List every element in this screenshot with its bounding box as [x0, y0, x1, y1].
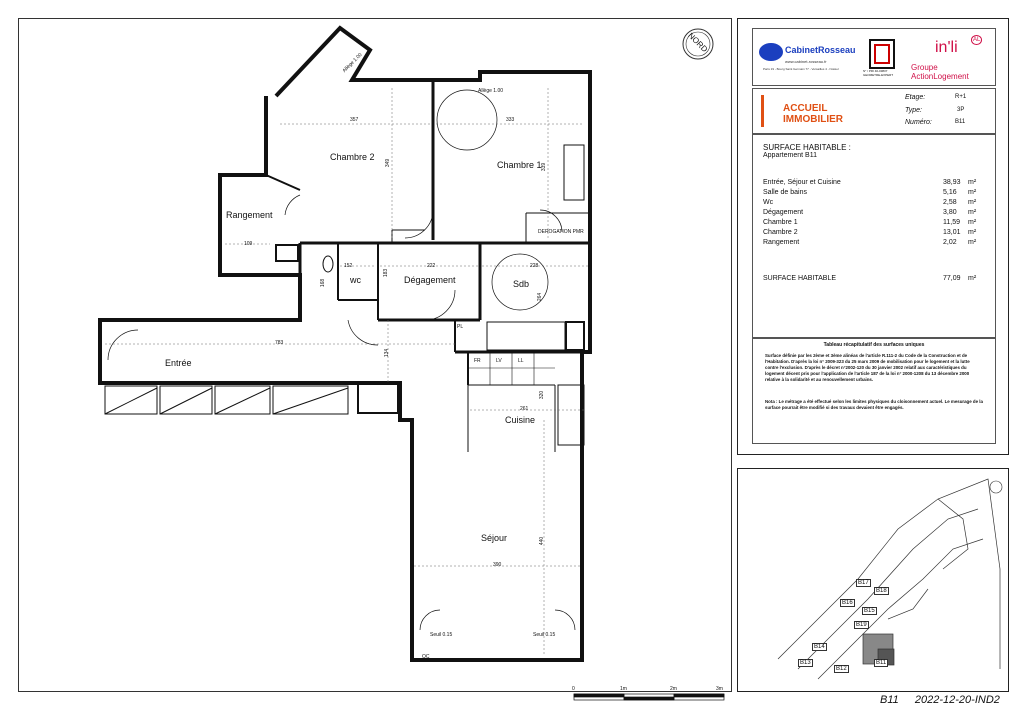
- dimension: 339: [541, 162, 548, 172]
- dimension: 222: [427, 263, 436, 269]
- surface-value: 2,58: [943, 199, 957, 206]
- seuil-note: Seuil 0.15: [430, 632, 453, 638]
- site-lot-label: B12: [836, 666, 847, 672]
- site-lot-label: B14: [814, 644, 825, 650]
- groupe-label: Groupe ActionLogement: [911, 63, 969, 81]
- dimension: 261: [520, 406, 529, 412]
- pl-note: PL: [457, 324, 464, 330]
- ge-logo: [869, 39, 895, 69]
- surface-row: [763, 189, 987, 196]
- dimension: 134: [384, 348, 391, 358]
- cabinet-address: Paris 19 - Bourg Saint Germain 77 - Versailles 4 - Noisiel: [763, 67, 839, 71]
- logos-row: [752, 28, 996, 86]
- surfaces-box: [752, 134, 996, 338]
- surface-label: Salle de bains: [763, 189, 807, 196]
- dimension: 264: [537, 292, 544, 302]
- cabinet: [276, 245, 298, 261]
- door-arc: [108, 330, 138, 360]
- room-label-entree: Entrée: [165, 358, 192, 368]
- room-label-chambre2: Chambre 2: [330, 152, 375, 162]
- fr-note: FR: [474, 358, 481, 364]
- total-unit: m²: [968, 275, 977, 282]
- dimension: 320: [539, 390, 546, 400]
- ll-note: LL: [518, 358, 524, 364]
- surface-label: Dégagement: [763, 209, 804, 216]
- door-arc: [405, 210, 433, 238]
- room-label-degagement: Dégagement: [404, 275, 456, 285]
- dimension: 333: [506, 117, 515, 123]
- surface-row: [763, 229, 987, 236]
- site-lot-label: B17: [858, 580, 869, 586]
- surface-label: Rangement: [763, 239, 800, 246]
- cupboards: [105, 386, 348, 414]
- room-label-rangement: Rangement: [226, 210, 273, 220]
- numero-label: Numéro:: [905, 119, 932, 126]
- scale-bar: [574, 694, 724, 700]
- accueil-line2: IMMOBILIER: [783, 114, 843, 125]
- legal-title: Tableau récapitulatif des surfaces uniques: [823, 342, 925, 348]
- surface-unit: m²: [968, 179, 977, 186]
- seuil-note: Seuil 0.15: [533, 632, 556, 638]
- north-label: NORD: [686, 30, 710, 55]
- surface-unit: m²: [968, 229, 977, 236]
- footer-date: 2022-12-20-IND2: [914, 694, 1000, 706]
- surface-unit: m²: [968, 209, 977, 216]
- dimension: 349: [385, 158, 392, 168]
- cabinet: [358, 383, 398, 413]
- etage-value: R+1: [955, 94, 967, 100]
- dimension: 390: [493, 562, 502, 568]
- site-lot-label: B11: [876, 660, 887, 666]
- surface-label: Wc: [763, 199, 774, 206]
- surface-label: Chambre 1: [763, 219, 798, 226]
- dimension: 168: [320, 278, 327, 288]
- surface-unit: m²: [968, 199, 977, 206]
- scale-label: 0: [572, 686, 575, 692]
- surface-row: [763, 179, 987, 186]
- surface-row: [763, 209, 987, 216]
- lv-note: LV: [496, 358, 502, 364]
- site-lot-label: B19: [856, 622, 867, 628]
- room-label-sejour: Séjour: [481, 533, 508, 543]
- legal-box: [752, 338, 996, 444]
- dimension: 783: [275, 340, 284, 346]
- surface-unit: m²: [968, 219, 977, 226]
- scale-label: 3m: [716, 686, 723, 692]
- surface-row: [763, 239, 987, 246]
- info-box: [752, 88, 996, 134]
- surface-value: 2,02: [943, 239, 957, 246]
- surface-label: Entrée, Séjour et Cuisine: [763, 179, 841, 186]
- surface-unit: m²: [968, 189, 977, 196]
- room-label-wc: wc: [350, 275, 361, 285]
- dimension: 109: [244, 241, 253, 247]
- cabinet-web: www.cabinet-rosseau.fr: [785, 59, 827, 64]
- footer: [880, 694, 1000, 706]
- door-arc: [425, 290, 455, 320]
- site-lot-label: B16: [842, 600, 853, 606]
- wardrobe: [564, 145, 584, 200]
- surface-value: 13,01: [943, 229, 961, 236]
- etage-label: Etage:: [905, 94, 926, 101]
- room-label-cuisine: Cuisine: [505, 415, 536, 425]
- door-arc: [348, 320, 378, 345]
- site-lot-label: B15: [864, 608, 875, 614]
- dimension: 183: [383, 268, 390, 278]
- surface-label: Chambre 2: [763, 229, 798, 236]
- door-arc: [285, 195, 300, 215]
- bed-circle: [437, 90, 497, 150]
- cabinet-name: CabinetRosseau: [785, 45, 856, 55]
- surface-value: 38,93: [943, 179, 961, 186]
- inli-badge: AL: [973, 37, 981, 43]
- scale-label: 1m: [620, 686, 627, 692]
- surface-value: 11,59: [943, 219, 960, 226]
- door-arc: [555, 610, 575, 630]
- footer-ref: B11: [880, 694, 899, 706]
- dimension: 357: [350, 117, 359, 123]
- toilet: [323, 256, 333, 272]
- surfaces-title: SURFACE HABITABLE :: [763, 143, 851, 152]
- numero-value: B11: [955, 119, 966, 125]
- site-lot-label: B18: [876, 588, 887, 594]
- dimension: 228: [530, 263, 539, 269]
- accueil-line1: ACCUEIL: [783, 103, 828, 114]
- total-value: 77,09: [943, 275, 961, 282]
- legal-paragraph: Surface définie par les 2ème et 3ème alinéas de l'article R.111-2 du Code de la Construction et de l'Habitation. D'après la loi n° 2009-323 du 25 mars 2009 de mobilisation pour le logement et la lutte contre l'exclusion. D'après le décret n°2002-120 du 30 janvier 2002 relatif aux caractéristiques du logement décent pris pour l'application de l'article 187 de la loi n° 2000-1208 du 13 décembre 2000 relative à la solidarité et au renouvellement urbains.: [765, 353, 970, 382]
- dimension: 440: [539, 536, 546, 546]
- cabinet-logo: [759, 43, 783, 61]
- type-value: 3P: [957, 107, 965, 113]
- shower: [487, 322, 565, 350]
- wall: [266, 175, 300, 190]
- surfaces-subtitle: Appartement B11: [763, 152, 817, 159]
- surface-row: [763, 219, 987, 226]
- allege-window-note: Allège 1.00: [341, 52, 364, 74]
- room-label-chambre1: Chambre 1: [497, 160, 542, 170]
- ge-caption: N° / PRI 40-03837 GEOMETRE-EXPERT: [863, 69, 894, 77]
- dimension: 152: [344, 263, 353, 269]
- total-label: SURFACE HABITABLE: [763, 275, 837, 282]
- door-arc: [420, 610, 440, 630]
- oc-note: OC: [422, 654, 430, 660]
- surface-value: 5,16: [943, 189, 957, 196]
- surface-value: 3,80: [943, 209, 957, 216]
- site-plan-drawing: [738, 469, 1008, 691]
- scale-label: 2m: [670, 686, 677, 692]
- room-label-sdb: Sdb: [513, 279, 530, 289]
- cabinet: [566, 322, 584, 350]
- total-row: [763, 275, 987, 282]
- surface-row: [763, 199, 987, 206]
- inli-logo: in'li: [935, 39, 958, 56]
- surface-unit: m²: [968, 239, 977, 246]
- legal-nota: Nota : Le métrage a été effectué selon les limites physiques du cloisonnement actuel. Le mesurage de la surface pourrait être modifié si des travaux devaient être engagés.: [765, 399, 983, 410]
- type-label: Type:: [905, 107, 922, 114]
- allege-note: Allège 1.00: [478, 88, 504, 94]
- site-plan: [737, 468, 1009, 692]
- site-lot-label: B13: [800, 660, 811, 666]
- derogation-note: DEROGATION PMR: [538, 229, 584, 235]
